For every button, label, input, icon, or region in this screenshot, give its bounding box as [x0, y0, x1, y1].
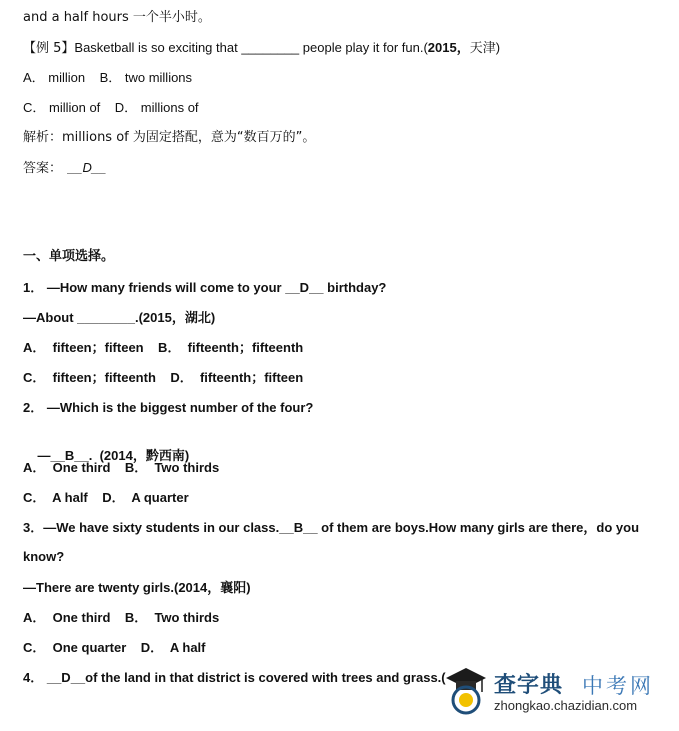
q1-close: ) [210, 310, 216, 325]
q3-stem-continued: know? [23, 549, 65, 564]
q3-options-cd: C． One quarter D． A half [23, 640, 206, 655]
watermark-sub: 中考网 [582, 674, 654, 698]
watermark-url: zhongkao.chazidian.com [494, 698, 638, 713]
example-year: 2015， [427, 40, 470, 55]
q3-options-ab: A． One third B． Two thirds [23, 610, 220, 625]
q2-response-text: —__B__. (2014， [37, 448, 146, 463]
q3-response-text: —There are twenty girls.(2014， [23, 580, 221, 595]
q3-close: ) [246, 580, 251, 595]
q1-place: 湖北 [184, 311, 211, 326]
example-tag: 【例 5】 [23, 41, 75, 56]
example-text: Basketball is so exciting that ________ people play it for fun.( [74, 40, 428, 55]
answer-label: 答案： [23, 161, 63, 176]
q2-stem: 2． —Which is the biggest number of the four? [23, 400, 314, 415]
q1-response-text: —About ________.(2015， [23, 310, 185, 325]
q1-response [23, 309, 215, 328]
q2-options-cd: C． A half D． A quarter [23, 490, 189, 505]
example-close: ) [495, 40, 501, 55]
answer-value: __D__ [68, 160, 107, 175]
q1-options-cd: C． fifteen；fifteenth D． fifteenth；fifteen [23, 370, 304, 385]
example-place: 天津 [469, 41, 496, 56]
example-answer [23, 159, 106, 178]
example-5 [23, 39, 500, 58]
q2-place: 黔西南 [145, 449, 185, 464]
example-options-ab: A． million B． two millions [23, 70, 193, 85]
example-options-cd: C． million of D． millions of [23, 100, 199, 115]
q3-place: 襄阳 [220, 581, 247, 596]
q2-close: ) [184, 448, 190, 463]
example-analysis: 解析：millions of 为固定搭配，意为“数百万的”。 [23, 130, 316, 145]
q3-response [23, 579, 251, 598]
q1-stem: 1． —How many friends will come to your __D__ birthday? [23, 280, 387, 295]
watermark-brand: 查字典 [494, 673, 564, 698]
q3-stem: 3．—We have sixty students in our class.__B__ of them are boys.How many girls are there，do you [23, 520, 640, 535]
section-title: 一、单项选择。 [23, 249, 115, 264]
q4-stem: 4． __D__of the land in that district is covered with trees and grass.( [23, 670, 446, 685]
q1-options-ab: A． fifteen；fifteen B． fifteenth；fifteenth [23, 340, 304, 355]
graduation-cap-icon [444, 664, 488, 716]
watermark-logo [444, 662, 666, 720]
intro-line: and a half hours 一个半小时。 [23, 10, 211, 25]
q2-options-ab: A． One third B． Two thirds [23, 460, 220, 475]
